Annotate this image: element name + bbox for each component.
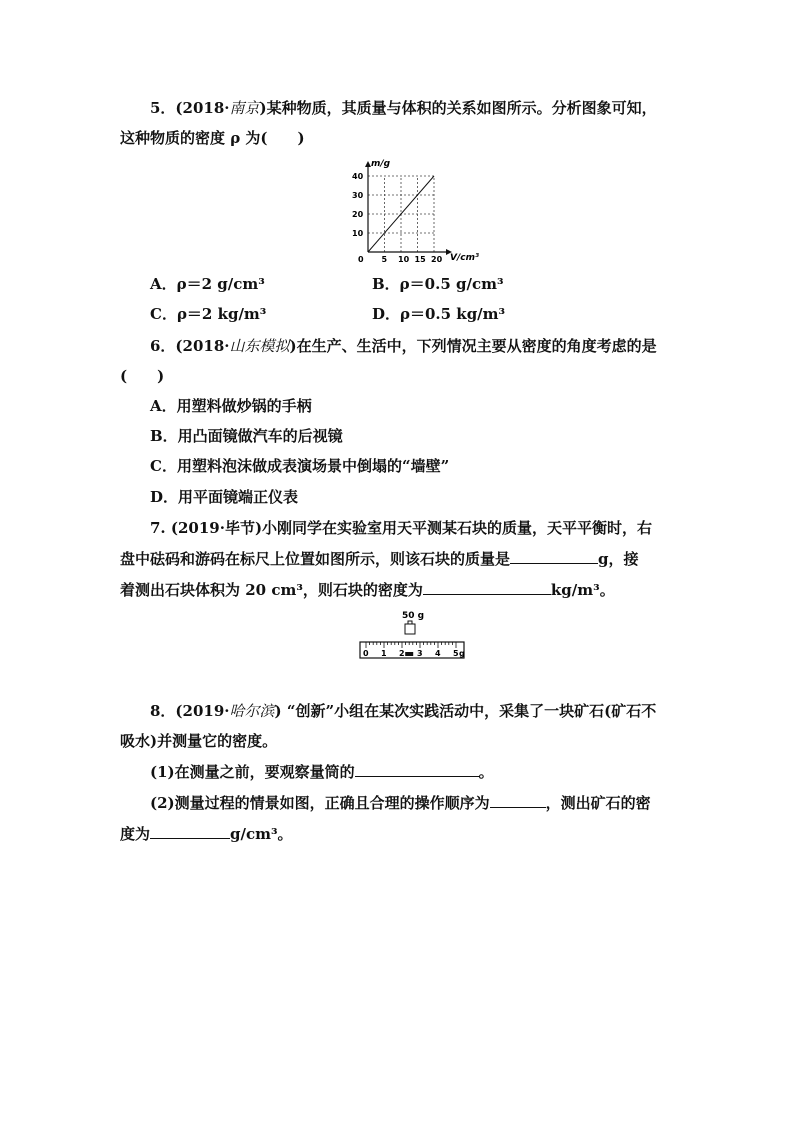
q7-line2-unit: g，接 <box>598 550 639 568</box>
q8-order-blank[interactable] <box>490 793 546 808</box>
scale-tick-label: 0 <box>363 649 369 658</box>
q8-sub1 <box>150 762 494 782</box>
q6-answer-paren: ( ) <box>120 367 165 385</box>
scale-tick-label: 3 <box>417 649 423 658</box>
q8-sub2-line2-text: 度为 <box>120 825 151 843</box>
mass-volume-graph <box>340 152 480 272</box>
q8-stem-line2: 吸水)并测量它的密度。 <box>120 732 278 750</box>
graph-y-tick: 20 <box>352 210 364 219</box>
q8-stem-text: ) “创新”小组在某次实践活动中，采集了一块矿石(矿石不 <box>274 702 657 720</box>
q5-option-d[interactable]: D．ρ＝0.5 kg/m³ <box>372 305 506 323</box>
scale-tick-label: 2 <box>399 649 405 658</box>
q6-number: 6．(2018· <box>150 337 230 355</box>
q7-density-blank[interactable] <box>423 580 551 595</box>
q8-sub1-text: (1)在测量之前，要观察量筒的 <box>150 763 355 781</box>
graph-x-tick: 5 <box>381 255 388 264</box>
q5-number: 5．(2018· <box>150 99 230 117</box>
q7-mass-blank[interactable] <box>510 549 598 564</box>
q7-stem-line1: 7. (2019·毕节)小刚同学在实验室用天平测某石块的质量，天平平衡时，右 <box>150 519 653 537</box>
balance-scale-figure <box>356 608 472 660</box>
scale-tick-label: 4 <box>435 649 441 658</box>
q8-number: 8．(2019· <box>150 702 230 720</box>
graph-y-label: m/g <box>371 159 391 169</box>
weight-label: 50 g <box>402 611 425 621</box>
q8-sub1-blank[interactable] <box>355 762 479 777</box>
q6-option-d[interactable]: D．用平面镜端正仪表 <box>150 488 299 506</box>
graph-y-tick: 40 <box>352 172 364 181</box>
q8-stem-line1 <box>150 701 656 721</box>
q5-stem-line2: 这种物质的密度 ρ 为( ) <box>120 129 305 147</box>
q6-stem-line1 <box>150 336 657 356</box>
graph-y-tick: 10 <box>352 229 364 238</box>
graph-y-tick: 30 <box>352 191 364 200</box>
q5-source: 南京 <box>229 99 260 117</box>
q8-sub2-line2 <box>120 824 293 844</box>
q8-sub2-text: (2)测量过程的情景如图，正确且合理的操作顺序为 <box>150 794 490 812</box>
scale-rider <box>405 652 413 656</box>
q6-option-c[interactable]: C．用塑料泡沫做成表演场景中倒塌的“墙壁” <box>150 457 450 475</box>
q7-stem-line3 <box>120 580 615 600</box>
q8-density-blank[interactable] <box>150 824 230 839</box>
q6-stem-text: )在生产、生活中，下列情况主要从密度的角度考虑的是 <box>289 337 657 355</box>
q7-stem-line2 <box>120 549 639 569</box>
q5-option-c[interactable]: C．ρ＝2 kg/m³ <box>150 305 267 323</box>
q8-sub1-end: 。 <box>478 763 494 781</box>
graph-x-tick: 0 <box>358 255 364 264</box>
q5-option-b[interactable]: B．ρ＝0.5 g/cm³ <box>372 275 504 293</box>
q5-option-a[interactable]: A．ρ＝2 g/cm³ <box>150 275 265 293</box>
q6-source: 山东模拟 <box>229 337 290 355</box>
q8-sub2-unit: g/cm³。 <box>230 825 293 843</box>
graph-x-tick: 20 <box>431 255 443 264</box>
graph-x-tick: 10 <box>398 255 410 264</box>
q7-line3-text: 着测出石块体积为 20 cm³，则石块的密度为 <box>120 581 423 599</box>
graph-x-tick: 15 <box>414 255 426 264</box>
q6-option-b[interactable]: B．用凸面镜做汽车的后视镜 <box>150 427 343 445</box>
weight-icon <box>405 621 415 634</box>
scale-unit: g <box>459 649 465 658</box>
q5-stem-line1 <box>150 98 657 118</box>
q7-line3-unit: kg/m³。 <box>550 581 615 599</box>
q8-source: 哈尔滨 <box>229 702 275 720</box>
q8-sub2-line1 <box>150 793 651 813</box>
scale-tick-label: 1 <box>381 649 387 658</box>
scale-tick-label: 5 <box>453 649 459 658</box>
graph-x-label: V/cm³ <box>450 253 479 263</box>
q5-stem-text: )某种物质，其质量与体积的关系如图所示。分析图象可知， <box>259 99 657 117</box>
q7-line2-text: 盘中砝码和游码在标尺上位置如图所示，则该石块的质量是 <box>120 550 511 568</box>
q8-sub2-tail: ，测出矿石的密 <box>545 794 651 812</box>
q6-option-a[interactable]: A．用塑料做炒锅的手柄 <box>150 397 312 415</box>
